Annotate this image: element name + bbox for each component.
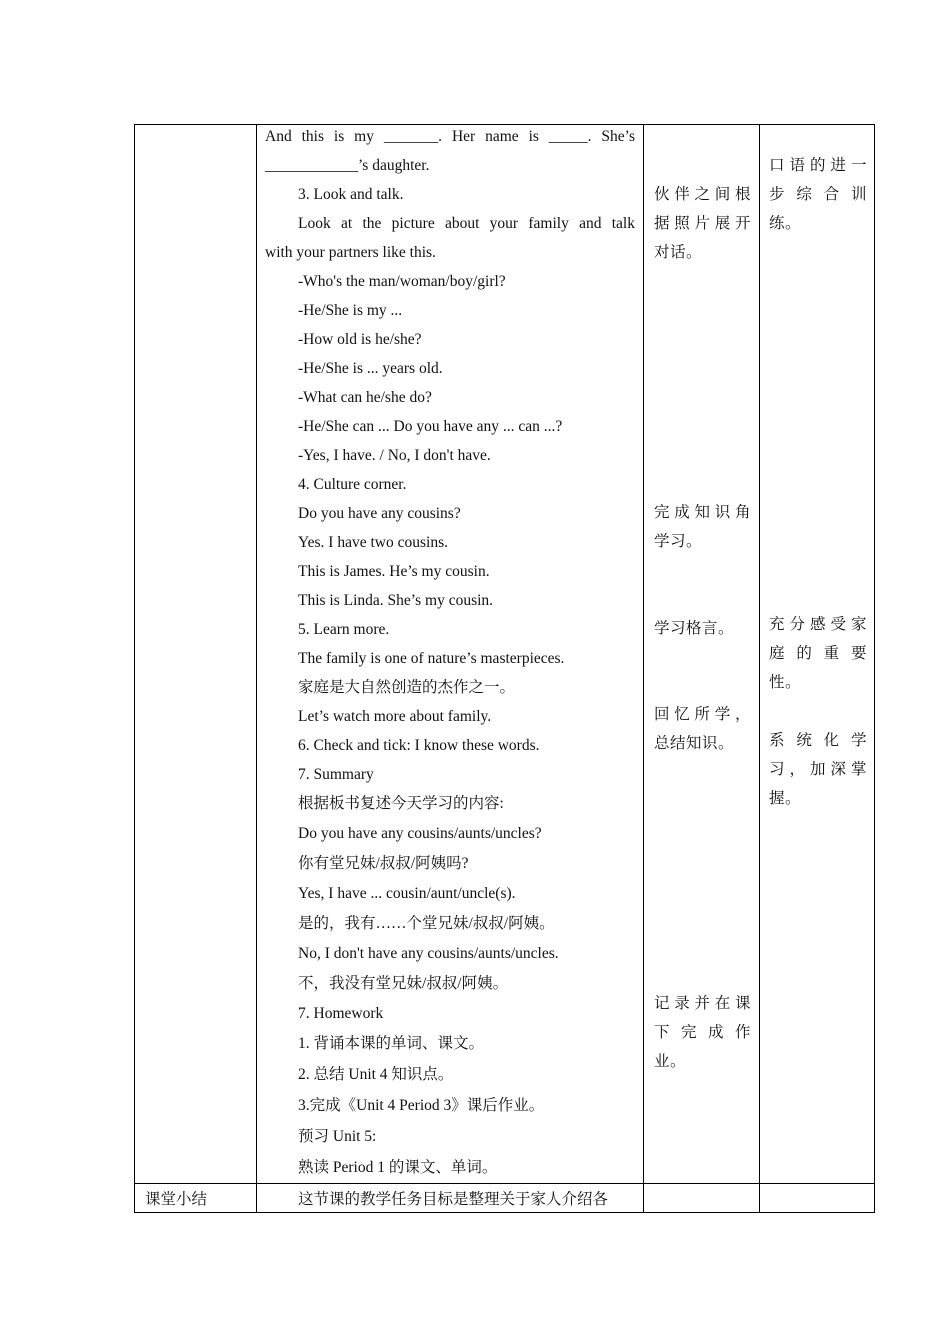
homework-line: 预习 Unit 5: [298, 1128, 377, 1145]
homework-line: 2. 总结 Unit 4 知识点。 [298, 1066, 454, 1083]
note-line: 充分感受家 [769, 616, 867, 633]
learn-more-line: Let’s watch more about family. [298, 708, 492, 725]
note-line: 口语的进一 [769, 157, 867, 174]
learn-more-line: The family is one of nature’s masterpieces. [298, 650, 565, 667]
step-title: 4. Culture corner. [298, 476, 407, 493]
note-line: 系 统 化 学 [769, 732, 867, 749]
summary-line: Yes, I have ... cousin/aunt/uncle(s). [298, 885, 516, 902]
summary-row-label: 课堂小结 [145, 1191, 208, 1208]
note-line: 伙伴之间根 [654, 186, 751, 203]
summary-line: 不，我没有堂兄妹/叔叔/阿姨。 [298, 975, 509, 992]
summary-line: No, I don't have any cousins/aunts/uncles. [298, 945, 559, 962]
note-line: 性。 [769, 674, 802, 691]
dialog-line: -He/She can ... Do you have any ... can ...? [298, 418, 563, 435]
note-line: 习，加深掌 [769, 761, 867, 778]
lesson-plan-table [134, 124, 875, 1213]
summary-line: 你有堂兄妹/叔叔/阿姨吗? [298, 855, 469, 872]
content-line: And this is my _______. Her name is _____. She’s [265, 128, 635, 145]
note-line: 握。 [769, 790, 802, 807]
note-line: 业。 [654, 1053, 687, 1070]
summary-line: Do you have any cousins/aunts/uncles? [298, 825, 542, 842]
note-line: 练。 [769, 215, 802, 232]
note-line: 对话。 [654, 244, 703, 261]
note-line: 学习。 [654, 533, 703, 550]
oral-intent-note [769, 151, 867, 238]
step-title: 3. Look and talk. [298, 186, 404, 203]
column-divider-3 [759, 125, 760, 1212]
homework-line: 1. 背诵本课的单词、课文。 [298, 1035, 485, 1052]
learn-more-line: 家庭是大自然创造的杰作之一。 [298, 679, 516, 696]
culture-activity-note [654, 498, 751, 556]
step-title: 7. Homework [298, 1005, 384, 1022]
culture-line: Yes. I have two cousins. [298, 534, 448, 551]
dialog-line: -He/She is my ... [298, 302, 403, 319]
teaching-content [265, 122, 635, 1183]
summary-row-text: 这节课的教学任务目标是整理关于家人介绍各 [298, 1191, 609, 1208]
note-line: 据照片展开 [654, 215, 751, 232]
dialog-line: -He/She is ... years old. [298, 360, 443, 377]
dialog-line: -Yes, I have. / No, I don't have. [298, 447, 491, 464]
culture-line: This is James. He’s my cousin. [298, 563, 490, 580]
note-line: 学习格言。 [654, 620, 735, 637]
note-line: 回忆所学， [654, 706, 751, 723]
dialog-line: -What can he/she do? [298, 389, 432, 406]
note-line: 下 完 成 作 [654, 1024, 751, 1041]
note-line: 步 综 合 训 [769, 186, 867, 203]
step-title: 7. Summary [298, 766, 374, 783]
note-line: 完成知识角 [654, 504, 751, 521]
content-line: ____________’s daughter. [265, 157, 430, 174]
family-intent-note [769, 610, 867, 697]
dialog-activity-note [654, 180, 751, 267]
culture-line: Do you have any cousins? [298, 505, 461, 522]
culture-line: This is Linda. She’s my cousin. [298, 592, 494, 609]
review-activity-note [654, 700, 751, 758]
content-line: Look at the picture about your family and talk [298, 215, 635, 232]
step-title: 5. Learn more. [298, 621, 390, 638]
motto-activity-note [654, 614, 751, 643]
column-divider-1 [256, 125, 257, 1212]
homework-line: 3.完成《Unit 4 Period 3》课后作业。 [298, 1097, 545, 1114]
dialog-line: -How old is he/she? [298, 331, 422, 348]
summary-line: 是的，我有……个堂兄妹/叔叔/阿姨。 [298, 915, 555, 932]
step-title: 6. Check and tick: I know these words. [298, 737, 540, 754]
column-divider-2 [643, 125, 644, 1212]
homework-line: 熟读 Period 1 的课文、单词。 [298, 1159, 498, 1176]
row-divider [135, 1183, 874, 1184]
homework-activity-note [654, 989, 751, 1076]
note-line: 庭 的 重 要 [769, 645, 867, 662]
summary-line: 根据板书复述今天学习的内容: [298, 795, 504, 812]
dialog-line: -Who's the man/woman/boy/girl? [298, 273, 506, 290]
content-line: with your partners like this. [265, 244, 436, 261]
note-line: 记录并在课 [654, 995, 751, 1012]
system-intent-note [769, 726, 867, 813]
note-line: 总结知识。 [654, 735, 735, 752]
